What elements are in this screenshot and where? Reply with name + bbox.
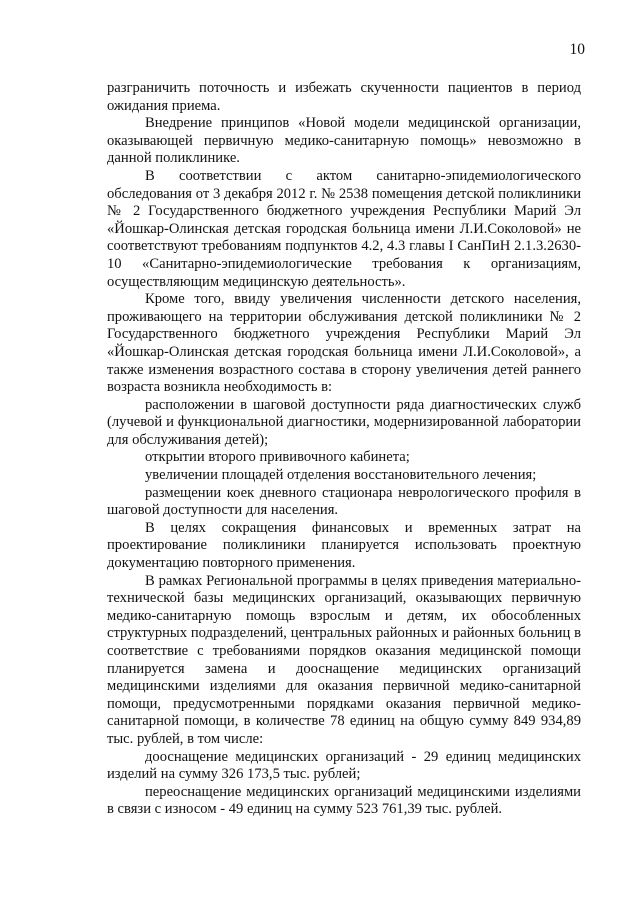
paragraph: В соответствии с актом санитарно-эпидемиологического обследования от 3 декабря 2012 г. № 2538 помещения детской поликлиники № 2 Государственного бюджетного учреждения Республики Марий Эл «Йошкар-Олинская детская городская больница имени Л.И.Соколовой» не соответствуют требованиям подпунктов 4.2, 4.3 главы I СанПиН 2.1.3.2630-10 «Санитарно-эпидемиологические требования к организациям, осуществляющим медицинскую деятельность». — [107, 167, 581, 290]
list-item: дооснащение медицинских организаций - 29 единиц медицинских изделий на сумму 326 173,5 тыс. рублей; — [107, 748, 581, 783]
document-body — [107, 80, 581, 819]
paragraph: Внедрение принципов «Новой модели медицинской организации, оказывающей первичную медико-санитарную помощь» невозможно в данной поликлинике. — [107, 115, 581, 167]
list-item: размещении коек дневного стационара неврологического профиля в шаговой доступности для населения. — [107, 484, 581, 519]
paragraph: разграничить поточность и избежать скученности пациентов в период ожидания приема. — [107, 80, 581, 114]
list-item: увеличении площадей отделения восстановительного лечения; — [145, 467, 537, 484]
list-item: переоснащение медицинских организаций медицинскими изделиями в связи с износом - 49 единиц на сумму 523 761,39 тыс. рублей. — [107, 783, 581, 818]
paragraph: В целях сокращения финансовых и временных затрат на проектирование поликлиники планируется использовать проектную документацию повторного применения. — [107, 519, 581, 572]
list-item: расположении в шаговой доступности ряда диагностических служб (лучевой и функциональной диагностики, модернизированной лаборатории для обслуживания детей); — [107, 396, 581, 448]
paragraph: Кроме того, ввиду увеличения численности детского населения, проживающего на территории обслуживания детской поликлиники № 2 Государственного бюджетного учреждения Республики Марий Эл «Йошкар-Олинская детская городская больница имени Л.И.Соколовой», а также изменения возрастного состава в сторону увеличения детей раннего возраста возникла необходимость в: — [107, 291, 581, 396]
page-number: 10 — [569, 41, 585, 58]
paragraph: В рамках Региональной программы в целях приведения материально-технической базы медицинских организаций, оказывающих первичную медико-санитарную помощь взрослым и детям, их обособленных структурных подразделений, центральных районных и районных больниц в соответствие с требованиями порядков оказания медицинской помощи планируется замена и дооснащение медицинских организаций медицинскими изделиями для оказания первичной медико-санитарной помощи, предусмотренными порядками оказания первичной медико-санитарной помощи, в количестве 78 единиц на общую сумму 849 934,89 тыс. рублей, в том числе: — [107, 572, 581, 747]
list-item: открытии второго прививочного кабинета; — [145, 449, 410, 466]
